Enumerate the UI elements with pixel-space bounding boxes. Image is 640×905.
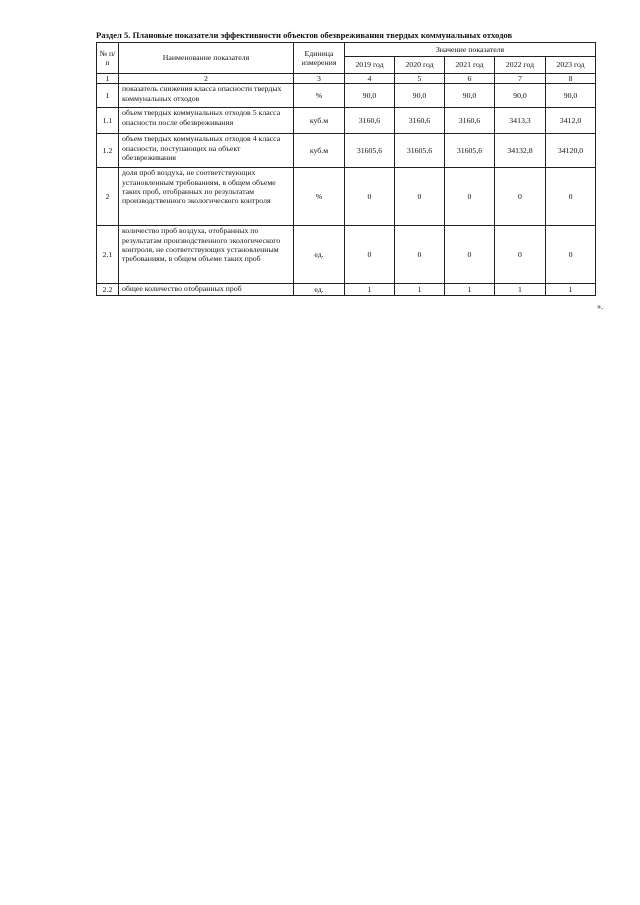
row-value: 1 [445,284,495,296]
header-name: Наименование показателя [119,43,294,74]
row-value: 0 [395,168,445,226]
row-name: объем твердых коммунальных отходов 4 класса опасности, поступающих на объект обезвреживания [119,134,294,168]
row-value: 0 [345,168,395,226]
row-name: доля проб воздуха, не соответствующих установленным требованиям, в общем объеме таких проб, отобранных по результатам производственного экологического контроля [119,168,294,226]
row-num: 2.1 [97,226,119,284]
row-value: 0 [546,226,596,284]
row-value: 0 [445,168,495,226]
row-value: 34120,0 [546,134,596,168]
header-num: № п/п [97,43,119,74]
header-year: 2019 год [345,57,395,74]
row-value: 90,0 [546,84,596,108]
row-value: 1 [495,284,546,296]
column-number: 8 [546,74,596,84]
row-value: 0 [445,226,495,284]
header-unit: Единица измерения [294,43,345,74]
row-value: 90,0 [395,84,445,108]
column-number: 2 [119,74,294,84]
table-row [97,226,596,284]
row-value: 31605,6 [345,134,395,168]
column-number: 6 [445,74,495,84]
table-row [97,84,596,108]
row-value: 0 [495,168,546,226]
row-unit: куб.м [294,108,345,134]
section-title: Раздел 5. Плановые показатели эффективности объектов обезвреживания твердых коммунальных отходов [96,30,513,40]
table-row [97,284,596,296]
column-number: 1 [97,74,119,84]
row-value: 90,0 [495,84,546,108]
table-row [97,108,596,134]
row-unit: куб.м [294,134,345,168]
closing-quote-mark: ». [597,302,603,311]
row-unit: % [294,84,345,108]
row-value: 3160,6 [345,108,395,134]
row-value: 90,0 [345,84,395,108]
row-value: 34132,8 [495,134,546,168]
indicators-table [96,42,596,296]
row-value: 31605,6 [395,134,445,168]
row-value: 3160,6 [445,108,495,134]
row-value: 3160,6 [395,108,445,134]
row-num: 1.1 [97,108,119,134]
header-row-top [97,43,596,57]
row-value: 1 [345,284,395,296]
header-year: 2022 год [495,57,546,74]
row-name: показатель снижения класса опасности твердых коммунальных отходов [119,84,294,108]
row-value: 0 [546,168,596,226]
row-value: 1 [395,284,445,296]
table-row [97,134,596,168]
row-value: 31605,6 [445,134,495,168]
header-year: 2021 год [445,57,495,74]
table-row [97,168,596,226]
row-value: 0 [345,226,395,284]
column-number: 3 [294,74,345,84]
column-number: 4 [345,74,395,84]
row-value: 1 [546,284,596,296]
row-name: количество проб воздуха, отобранных по результатам производственного экологического контроля, не соответствующих установленным требованиям, в общем объеме таких проб [119,226,294,284]
row-unit: ед. [294,284,345,296]
header-year: 2020 год [395,57,445,74]
row-num: 2 [97,168,119,226]
row-unit: % [294,168,345,226]
row-value: 90,0 [445,84,495,108]
row-value: 3412,0 [546,108,596,134]
row-num: 1.2 [97,134,119,168]
row-value: 0 [395,226,445,284]
column-numbers-row [97,74,596,84]
row-unit: ед. [294,226,345,284]
row-name: объем твердых коммунальных отходов 5 класса опасности после обезвреживания [119,108,294,134]
column-number: 5 [395,74,445,84]
header-value-group: Значение показателя [345,43,596,57]
header-year: 2023 год [546,57,596,74]
row-name: общее количество отобранных проб [119,284,294,296]
row-num: 1 [97,84,119,108]
row-value: 3413,3 [495,108,546,134]
row-num: 2.2 [97,284,119,296]
column-number: 7 [495,74,546,84]
row-value: 0 [495,226,546,284]
